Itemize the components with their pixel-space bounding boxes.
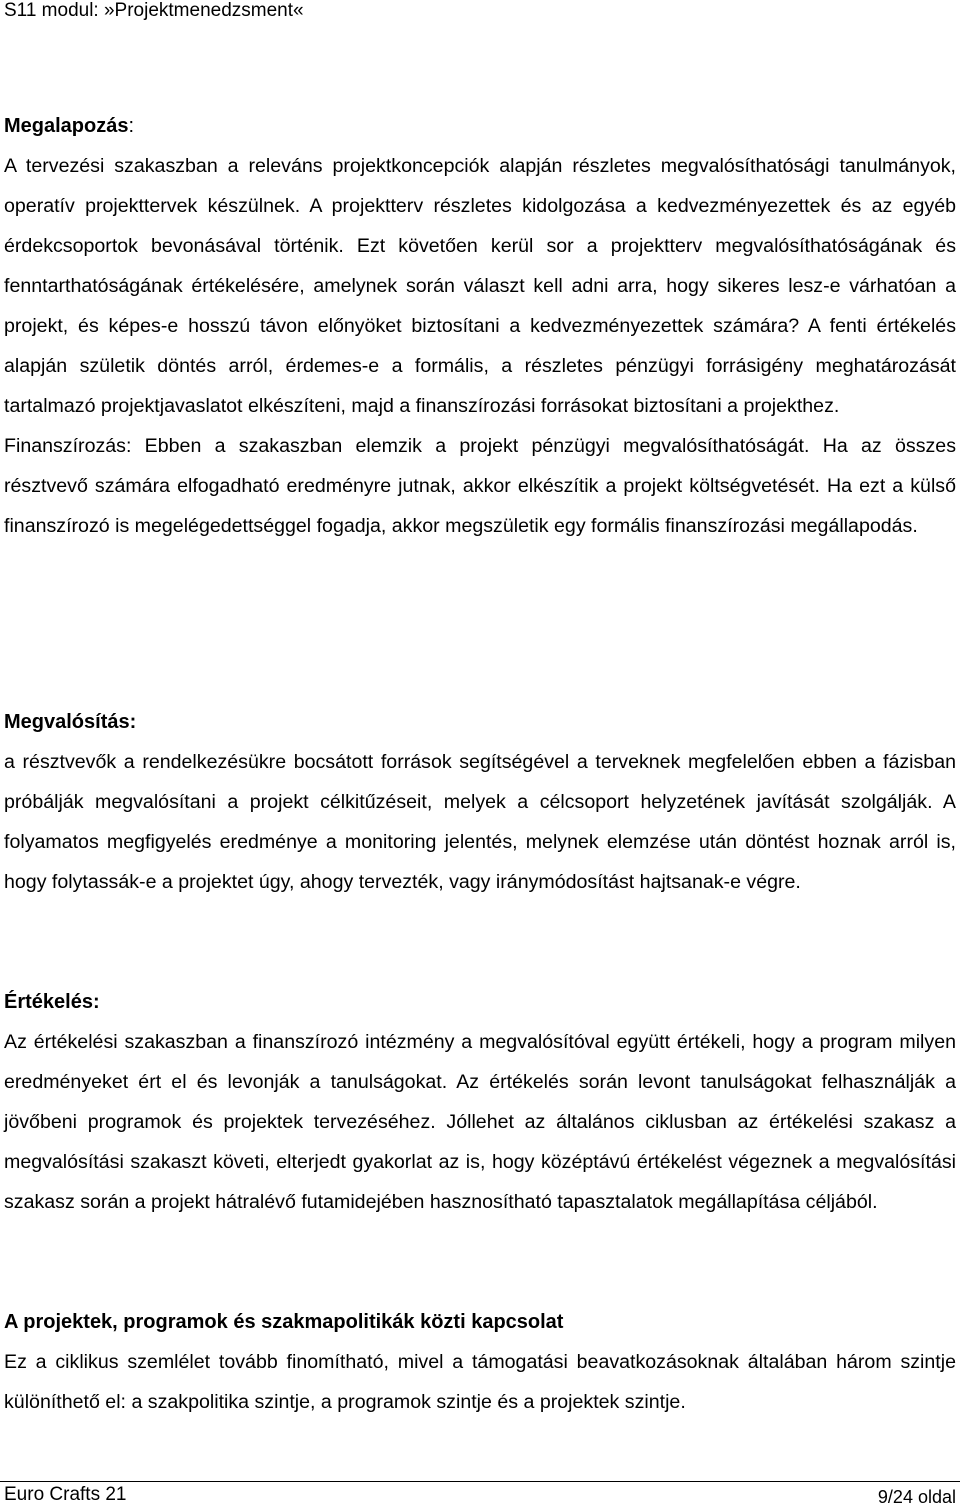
section-heading-text: Értékelés: [4, 991, 100, 1013]
paragraph: Az értékelési szakaszban a finanszírozó intézmény a megvalósítóval együtt értékeli, hogy a program milyen eredményeket ért el és levonják a tanulságokat. Az értékelés során levont tanulságokat felhasználják a jövőbeni programok és projektek tervezéséhez. Jóllehet az általános ciklusban az értékelési szakasz a megvalósítási szakaszt követi, elterjedt gyakorlat az is, hogy középtávú értékelést végeznek a megvalósítási szakasz során a projekt hátralévő futamidejében hasznosítható tapasztalatok megállapítása céljából. [4, 1031, 956, 1213]
section-heading [4, 982, 956, 1022]
paragraph: Ez a ciklikus szemlélet tovább finomítható, mivel a támogatási beavatkozásoknak általában három szintje különíthető el: a szakpolitika szintje, a programok szintje és a projektek szintje. [4, 1351, 956, 1413]
section-heading-suffix: : [128, 115, 135, 137]
footer-page-number: 9/24 oldal [877, 1487, 956, 1507]
paragraph: a résztvevők a rendelkezésükre bocsátott források segítségével a terveknek megfelelően ebben a fázisban próbálják megvalósítani a projekt célkitűzéseit, melyek a célcsoport helyzetének javítását szolgálják. A folyamatos megfigyelés eredménye a monitoring jelentés, melynek elemzése után döntést hoznak arról is, hogy folytassák-e a projektet úgy, ahogy tervezték, vagy iránymódosítást hajtsanak-e végre. [4, 751, 956, 893]
section-kapcsolat [4, 1302, 956, 1422]
footer-publisher: Euro Crafts 21 [4, 1484, 127, 1505]
footer-divider [0, 1481, 960, 1482]
header-title: S11 modul: »Projektmenedzsment« [4, 0, 304, 21]
paragraph: A tervezési szakaszban a releváns projektkoncepciók alapján részletes megvalósíthatósági tanulmányok, operatív projekttervek készülnek. A projektterv részletes kidolgozása a kedvezményezettek és az egyéb érdekcsoportok bevonásával történik. Ezt követően kerül sor a projektterv megvalósíthatóságának és fenntarthatóságának értékelésére, amelynek során választ kell adni arra, hogy sikeres lesz-e várhatóan a projekt, és képes-e hosszú távon előnyöket biztosítani a kedvezményezettek számára? A fenti értékelés alapján születik döntés arról, érdemes-e a formális, a részletes pénzügyi forrásigény meghatározását tartalmazó projektjavaslatot elkészíteni, majd a finanszírozási forrásokat biztosítani a projekthez. [4, 155, 956, 417]
page-header [4, 0, 960, 22]
section-megvalositas [4, 702, 956, 902]
section-ertekeles [4, 982, 956, 1222]
section-heading-text: A projektek, programok és szakmapolitikák közti kapcsolat [4, 1311, 564, 1333]
paragraph: Finanszírozás: Ebben a szakaszban elemzik a projekt pénzügyi megvalósíthatóságát. Ha az összes résztvevő számára elfogadható eredményre jutnak, akkor elkészítik a projekt költségvetését. Ha ezt a külső finanszírozó is megelégedettséggel fogadja, akkor megszületik egy formális finanszírozási megállapodás. [4, 435, 956, 537]
section-heading-text: Megalapozás [4, 115, 129, 137]
section-heading [4, 702, 956, 742]
section-heading [4, 106, 956, 146]
section-heading [4, 1302, 956, 1342]
section-heading-text: Megvalósítás: [4, 711, 137, 733]
section-megalapozas [4, 106, 956, 546]
